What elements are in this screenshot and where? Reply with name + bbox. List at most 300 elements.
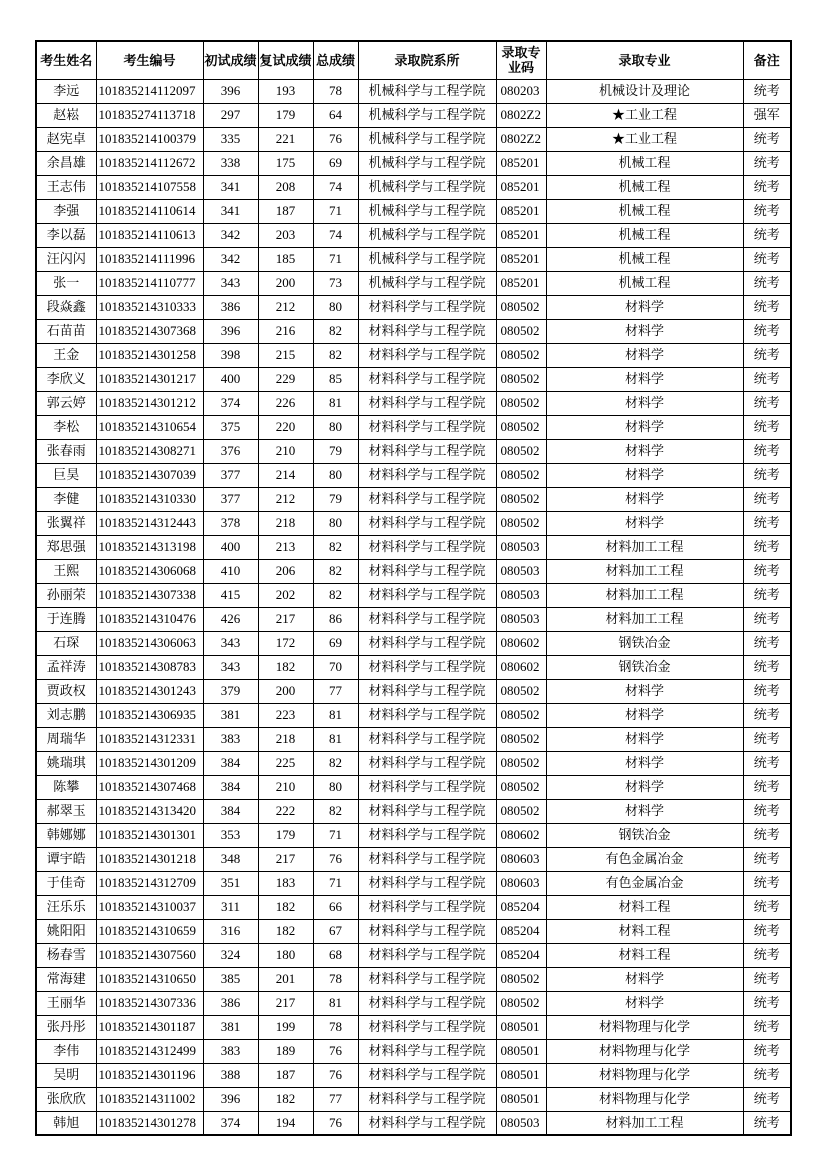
retest-score-cell: 200: [258, 679, 313, 703]
table-row: [36, 727, 791, 751]
table-row: [36, 487, 791, 511]
preliminary-score-cell: 338: [203, 151, 258, 175]
admitting-school-cell: 材料科学与工程学院: [358, 943, 496, 967]
table-row: [36, 127, 791, 151]
table-row: [36, 223, 791, 247]
retest-score-cell: 202: [258, 583, 313, 607]
major-code-cell: 080503: [496, 583, 546, 607]
total-score-cell: 74: [313, 175, 358, 199]
retest-score-cell: 210: [258, 775, 313, 799]
retest-score-cell: 222: [258, 799, 313, 823]
remark-cell: 统考: [743, 127, 791, 151]
remark-cell: 统考: [743, 151, 791, 175]
major-code-cell: 085201: [496, 271, 546, 295]
table-row: [36, 1087, 791, 1111]
table-row: [36, 919, 791, 943]
major-code-cell: 080602: [496, 823, 546, 847]
admitted-major-cell: ★工业工程: [546, 127, 743, 151]
admitting-school-cell: 材料科学与工程学院: [358, 847, 496, 871]
candidate-id-cell: 101835214100379: [96, 127, 203, 151]
retest-score-cell: 182: [258, 895, 313, 919]
table-row: [36, 439, 791, 463]
table-row: [36, 871, 791, 895]
table-row: [36, 1015, 791, 1039]
admitted-major-cell: 材料工程: [546, 895, 743, 919]
header-total-score: 总成绩: [313, 41, 358, 79]
retest-score-cell: 217: [258, 847, 313, 871]
table-body: [36, 79, 791, 1135]
remark-cell: 统考: [743, 1063, 791, 1087]
admitted-major-cell: 材料工程: [546, 919, 743, 943]
admitting-school-cell: 材料科学与工程学院: [358, 727, 496, 751]
candidate-name-cell: 李以磊: [36, 223, 96, 247]
retest-score-cell: 225: [258, 751, 313, 775]
admitting-school-cell: 机械科学与工程学院: [358, 271, 496, 295]
admitted-major-cell: 钢铁冶金: [546, 655, 743, 679]
table-row: [36, 967, 791, 991]
remark-cell: 统考: [743, 799, 791, 823]
candidate-name-cell: 刘志鹏: [36, 703, 96, 727]
preliminary-score-cell: 379: [203, 679, 258, 703]
candidate-id-cell: 101835214313198: [96, 535, 203, 559]
candidate-id-cell: 101835214110613: [96, 223, 203, 247]
header-retest-score: 复试成绩: [258, 41, 313, 79]
candidate-id-cell: 101835214306935: [96, 703, 203, 727]
remark-cell: 统考: [743, 271, 791, 295]
admitted-major-cell: 材料学: [546, 751, 743, 775]
admitting-school-cell: 材料科学与工程学院: [358, 967, 496, 991]
candidate-name-cell: 汪闪闪: [36, 247, 96, 271]
table-row: [36, 175, 791, 199]
preliminary-score-cell: 378: [203, 511, 258, 535]
admitting-school-cell: 材料科学与工程学院: [358, 1063, 496, 1087]
remark-cell: 统考: [743, 319, 791, 343]
retest-score-cell: 223: [258, 703, 313, 727]
major-code-cell: 080502: [496, 727, 546, 751]
remark-cell: 统考: [743, 919, 791, 943]
major-code-cell: 080502: [496, 295, 546, 319]
total-score-cell: 71: [313, 199, 358, 223]
preliminary-score-cell: 374: [203, 391, 258, 415]
admitting-school-cell: 材料科学与工程学院: [358, 1087, 496, 1111]
total-score-cell: 79: [313, 487, 358, 511]
admitting-school-cell: 机械科学与工程学院: [358, 223, 496, 247]
admitting-school-cell: 机械科学与工程学院: [358, 103, 496, 127]
candidate-name-cell: 王熙: [36, 559, 96, 583]
remark-cell: 统考: [743, 535, 791, 559]
candidate-name-cell: 常海建: [36, 967, 96, 991]
admitted-major-cell: 材料工程: [546, 943, 743, 967]
preliminary-score-cell: 388: [203, 1063, 258, 1087]
candidate-name-cell: 余昌雄: [36, 151, 96, 175]
major-code-cell: 080503: [496, 607, 546, 631]
candidate-name-cell: 杨春雪: [36, 943, 96, 967]
admitting-school-cell: 材料科学与工程学院: [358, 439, 496, 463]
remark-cell: 统考: [743, 991, 791, 1015]
remark-cell: 统考: [743, 79, 791, 103]
total-score-cell: 79: [313, 439, 358, 463]
retest-score-cell: 193: [258, 79, 313, 103]
candidate-name-cell: 王志伟: [36, 175, 96, 199]
retest-score-cell: 172: [258, 631, 313, 655]
table-row: [36, 895, 791, 919]
remark-cell: 统考: [743, 511, 791, 535]
candidate-name-cell: 李伟: [36, 1039, 96, 1063]
admitted-major-cell: 材料物理与化学: [546, 1039, 743, 1063]
retest-score-cell: 182: [258, 655, 313, 679]
admitting-school-cell: 机械科学与工程学院: [358, 199, 496, 223]
retest-score-cell: 217: [258, 991, 313, 1015]
remark-cell: 统考: [743, 679, 791, 703]
admitted-major-cell: 有色金属冶金: [546, 847, 743, 871]
major-code-cell: 080502: [496, 703, 546, 727]
preliminary-score-cell: 348: [203, 847, 258, 871]
candidate-id-cell: 101835214301243: [96, 679, 203, 703]
candidate-name-cell: 韩旭: [36, 1111, 96, 1135]
preliminary-score-cell: 297: [203, 103, 258, 127]
admitting-school-cell: 机械科学与工程学院: [358, 79, 496, 103]
major-code-cell: 080501: [496, 1087, 546, 1111]
admitting-school-cell: 材料科学与工程学院: [358, 919, 496, 943]
preliminary-score-cell: 381: [203, 1015, 258, 1039]
candidate-name-cell: 吴明: [36, 1063, 96, 1087]
total-score-cell: 77: [313, 679, 358, 703]
table-header: [36, 41, 791, 79]
table-row: [36, 655, 791, 679]
table-row: [36, 943, 791, 967]
major-code-cell: 080502: [496, 487, 546, 511]
remark-cell: 统考: [743, 175, 791, 199]
candidate-name-cell: 郭云婷: [36, 391, 96, 415]
candidate-name-cell: 李松: [36, 415, 96, 439]
candidate-id-cell: 101835214312499: [96, 1039, 203, 1063]
admitted-major-cell: 机械工程: [546, 247, 743, 271]
candidate-name-cell: 周瑞华: [36, 727, 96, 751]
admitted-major-cell: 材料学: [546, 799, 743, 823]
table-row: [36, 79, 791, 103]
major-code-cell: 085204: [496, 919, 546, 943]
admitting-school-cell: 材料科学与工程学院: [358, 463, 496, 487]
total-score-cell: 71: [313, 823, 358, 847]
candidate-name-cell: 郝翠玉: [36, 799, 96, 823]
admitting-school-cell: 材料科学与工程学院: [358, 607, 496, 631]
admitting-school-cell: 机械科学与工程学院: [358, 127, 496, 151]
retest-score-cell: 183: [258, 871, 313, 895]
remark-cell: 统考: [743, 727, 791, 751]
remark-cell: 统考: [743, 415, 791, 439]
remark-cell: 统考: [743, 1111, 791, 1135]
admitting-school-cell: 材料科学与工程学院: [358, 391, 496, 415]
admitted-major-cell: 材料学: [546, 679, 743, 703]
candidate-name-cell: 张一: [36, 271, 96, 295]
admitted-major-cell: 材料学: [546, 319, 743, 343]
admitting-school-cell: 材料科学与工程学院: [358, 415, 496, 439]
header-row: [36, 41, 791, 79]
admitting-school-cell: 材料科学与工程学院: [358, 655, 496, 679]
remark-cell: 统考: [743, 967, 791, 991]
retest-score-cell: 220: [258, 415, 313, 439]
admitted-major-cell: 材料学: [546, 967, 743, 991]
remark-cell: 统考: [743, 199, 791, 223]
remark-cell: 统考: [743, 823, 791, 847]
table-row: [36, 991, 791, 1015]
total-score-cell: 78: [313, 1015, 358, 1039]
retest-score-cell: 221: [258, 127, 313, 151]
admitting-school-cell: 材料科学与工程学院: [358, 895, 496, 919]
preliminary-score-cell: 383: [203, 727, 258, 751]
admitted-major-cell: 材料物理与化学: [546, 1015, 743, 1039]
candidate-name-cell: 张欣欣: [36, 1087, 96, 1111]
preliminary-score-cell: 383: [203, 1039, 258, 1063]
major-code-cell: 080502: [496, 319, 546, 343]
candidate-id-cell: 101835214306063: [96, 631, 203, 655]
remark-cell: 统考: [743, 1087, 791, 1111]
candidate-id-cell: 101835214310037: [96, 895, 203, 919]
total-score-cell: 82: [313, 559, 358, 583]
table-row: [36, 583, 791, 607]
total-score-cell: 71: [313, 871, 358, 895]
retest-score-cell: 212: [258, 295, 313, 319]
retest-score-cell: 203: [258, 223, 313, 247]
header-candidate-name: 考生姓名: [36, 41, 96, 79]
table-row: [36, 295, 791, 319]
preliminary-score-cell: 342: [203, 247, 258, 271]
preliminary-score-cell: 386: [203, 991, 258, 1015]
preliminary-score-cell: 377: [203, 463, 258, 487]
remark-cell: 统考: [743, 1039, 791, 1063]
admitted-major-cell: ★工业工程: [546, 103, 743, 127]
retest-score-cell: 208: [258, 175, 313, 199]
total-score-cell: 85: [313, 367, 358, 391]
total-score-cell: 80: [313, 463, 358, 487]
preliminary-score-cell: 343: [203, 655, 258, 679]
admitting-school-cell: 材料科学与工程学院: [358, 799, 496, 823]
table-row: [36, 511, 791, 535]
preliminary-score-cell: 396: [203, 79, 258, 103]
total-score-cell: 73: [313, 271, 358, 295]
candidate-id-cell: 101835214310654: [96, 415, 203, 439]
candidate-name-cell: 赵崧: [36, 103, 96, 127]
table-row: [36, 463, 791, 487]
total-score-cell: 82: [313, 535, 358, 559]
candidate-name-cell: 张丹彤: [36, 1015, 96, 1039]
admitting-school-cell: 材料科学与工程学院: [358, 823, 496, 847]
remark-cell: 统考: [743, 703, 791, 727]
candidate-id-cell: 101835214307039: [96, 463, 203, 487]
remark-cell: 统考: [743, 295, 791, 319]
admitted-major-cell: 钢铁冶金: [546, 823, 743, 847]
preliminary-score-cell: 384: [203, 799, 258, 823]
total-score-cell: 86: [313, 607, 358, 631]
retest-score-cell: 194: [258, 1111, 313, 1135]
retest-score-cell: 187: [258, 199, 313, 223]
candidate-name-cell: 李健: [36, 487, 96, 511]
admitted-major-cell: 材料学: [546, 295, 743, 319]
preliminary-score-cell: 385: [203, 967, 258, 991]
major-code-cell: 085201: [496, 175, 546, 199]
admitting-school-cell: 材料科学与工程学院: [358, 511, 496, 535]
total-score-cell: 80: [313, 295, 358, 319]
admitted-major-cell: 材料加工工程: [546, 535, 743, 559]
preliminary-score-cell: 377: [203, 487, 258, 511]
admitted-major-cell: 机械设计及理论: [546, 79, 743, 103]
candidate-id-cell: 101835214307338: [96, 583, 203, 607]
candidate-name-cell: 于佳奇: [36, 871, 96, 895]
admitting-school-cell: 材料科学与工程学院: [358, 343, 496, 367]
table-row: [36, 367, 791, 391]
remark-cell: 统考: [743, 343, 791, 367]
remark-cell: 统考: [743, 463, 791, 487]
admitting-school-cell: 材料科学与工程学院: [358, 1039, 496, 1063]
candidate-id-cell: 101835274113718: [96, 103, 203, 127]
preliminary-score-cell: 343: [203, 271, 258, 295]
major-code-cell: 080502: [496, 991, 546, 1015]
total-score-cell: 80: [313, 415, 358, 439]
admitted-major-cell: 材料物理与化学: [546, 1063, 743, 1087]
admitting-school-cell: 材料科学与工程学院: [358, 631, 496, 655]
total-score-cell: 82: [313, 799, 358, 823]
admitting-school-cell: 机械科学与工程学院: [358, 247, 496, 271]
major-code-cell: 080502: [496, 967, 546, 991]
major-code-cell: 085201: [496, 247, 546, 271]
table-row: [36, 415, 791, 439]
remark-cell: 统考: [743, 631, 791, 655]
major-code-cell: 080203: [496, 79, 546, 103]
admitted-major-cell: 材料学: [546, 415, 743, 439]
table-row: [36, 271, 791, 295]
candidate-id-cell: 101835214107558: [96, 175, 203, 199]
preliminary-score-cell: 353: [203, 823, 258, 847]
candidate-id-cell: 101835214301187: [96, 1015, 203, 1039]
remark-cell: 强军: [743, 103, 791, 127]
table-row: [36, 631, 791, 655]
major-code-cell: 080502: [496, 799, 546, 823]
admitted-major-cell: 材料学: [546, 727, 743, 751]
total-score-cell: 76: [313, 1039, 358, 1063]
major-code-cell: 085204: [496, 895, 546, 919]
preliminary-score-cell: 351: [203, 871, 258, 895]
total-score-cell: 80: [313, 511, 358, 535]
retest-score-cell: 199: [258, 1015, 313, 1039]
remark-cell: 统考: [743, 487, 791, 511]
major-code-cell: 080502: [496, 391, 546, 415]
candidate-name-cell: 李远: [36, 79, 96, 103]
remark-cell: 统考: [743, 367, 791, 391]
admitting-school-cell: 机械科学与工程学院: [358, 175, 496, 199]
major-code-cell: 080502: [496, 343, 546, 367]
remark-cell: 统考: [743, 775, 791, 799]
preliminary-score-cell: 396: [203, 319, 258, 343]
candidate-id-cell: 101835214312331: [96, 727, 203, 751]
major-code-cell: 080502: [496, 439, 546, 463]
candidate-id-cell: 101835214301217: [96, 367, 203, 391]
table-row: [36, 607, 791, 631]
candidate-name-cell: 张翼祥: [36, 511, 96, 535]
total-score-cell: 77: [313, 1087, 358, 1111]
admitting-school-cell: 材料科学与工程学院: [358, 703, 496, 727]
total-score-cell: 82: [313, 751, 358, 775]
remark-cell: 统考: [743, 391, 791, 415]
table-row: [36, 103, 791, 127]
retest-score-cell: 182: [258, 919, 313, 943]
major-code-cell: 080501: [496, 1063, 546, 1087]
table-row: [36, 319, 791, 343]
preliminary-score-cell: 343: [203, 631, 258, 655]
admitted-major-cell: 材料学: [546, 439, 743, 463]
table-row: [36, 559, 791, 583]
admitted-major-cell: 材料学: [546, 343, 743, 367]
table-row: [36, 391, 791, 415]
major-code-cell: 0802Z2: [496, 103, 546, 127]
remark-cell: 统考: [743, 583, 791, 607]
admitting-school-cell: 材料科学与工程学院: [358, 871, 496, 895]
retest-score-cell: 218: [258, 511, 313, 535]
major-code-cell: 085204: [496, 943, 546, 967]
candidate-name-cell: 郑思强: [36, 535, 96, 559]
candidate-id-cell: 101835214307336: [96, 991, 203, 1015]
preliminary-score-cell: 400: [203, 367, 258, 391]
major-code-cell: 080602: [496, 655, 546, 679]
retest-score-cell: 187: [258, 1063, 313, 1087]
preliminary-score-cell: 384: [203, 751, 258, 775]
preliminary-score-cell: 311: [203, 895, 258, 919]
major-code-cell: 080502: [496, 415, 546, 439]
admitted-major-cell: 机械工程: [546, 271, 743, 295]
total-score-cell: 76: [313, 1111, 358, 1135]
admitted-major-cell: 材料学: [546, 487, 743, 511]
total-score-cell: 71: [313, 247, 358, 271]
admitted-major-cell: 材料物理与化学: [546, 1087, 743, 1111]
total-score-cell: 66: [313, 895, 358, 919]
admitted-major-cell: 材料加工工程: [546, 583, 743, 607]
candidate-name-cell: 谭宇皓: [36, 847, 96, 871]
total-score-cell: 80: [313, 775, 358, 799]
admitting-school-cell: 材料科学与工程学院: [358, 535, 496, 559]
admitting-school-cell: 材料科学与工程学院: [358, 367, 496, 391]
retest-score-cell: 218: [258, 727, 313, 751]
total-score-cell: 82: [313, 319, 358, 343]
header-preliminary-score: 初试成绩: [203, 41, 258, 79]
major-code-cell: 085201: [496, 223, 546, 247]
admitting-school-cell: 材料科学与工程学院: [358, 679, 496, 703]
candidate-id-cell: 101835214307368: [96, 319, 203, 343]
candidate-id-cell: 101835214307560: [96, 943, 203, 967]
admitted-major-cell: 材料学: [546, 367, 743, 391]
retest-score-cell: 180: [258, 943, 313, 967]
remark-cell: 统考: [743, 751, 791, 775]
candidate-id-cell: 101835214112097: [96, 79, 203, 103]
total-score-cell: 81: [313, 727, 358, 751]
admitted-major-cell: 材料加工工程: [546, 607, 743, 631]
candidate-id-cell: 101835214308783: [96, 655, 203, 679]
candidate-name-cell: 张春雨: [36, 439, 96, 463]
candidate-id-cell: 101835214110614: [96, 199, 203, 223]
preliminary-score-cell: 376: [203, 439, 258, 463]
candidate-id-cell: 101835214310476: [96, 607, 203, 631]
header-candidate-id: 考生编号: [96, 41, 203, 79]
candidate-name-cell: 巨昊: [36, 463, 96, 487]
table-row: [36, 535, 791, 559]
retest-score-cell: 175: [258, 151, 313, 175]
candidate-id-cell: 101835214310650: [96, 967, 203, 991]
total-score-cell: 82: [313, 343, 358, 367]
candidate-id-cell: 101835214312709: [96, 871, 203, 895]
admitted-major-cell: 钢铁冶金: [546, 631, 743, 655]
admitting-school-cell: 材料科学与工程学院: [358, 991, 496, 1015]
preliminary-score-cell: 341: [203, 175, 258, 199]
admitting-school-cell: 材料科学与工程学院: [358, 583, 496, 607]
admitting-school-cell: 材料科学与工程学院: [358, 775, 496, 799]
